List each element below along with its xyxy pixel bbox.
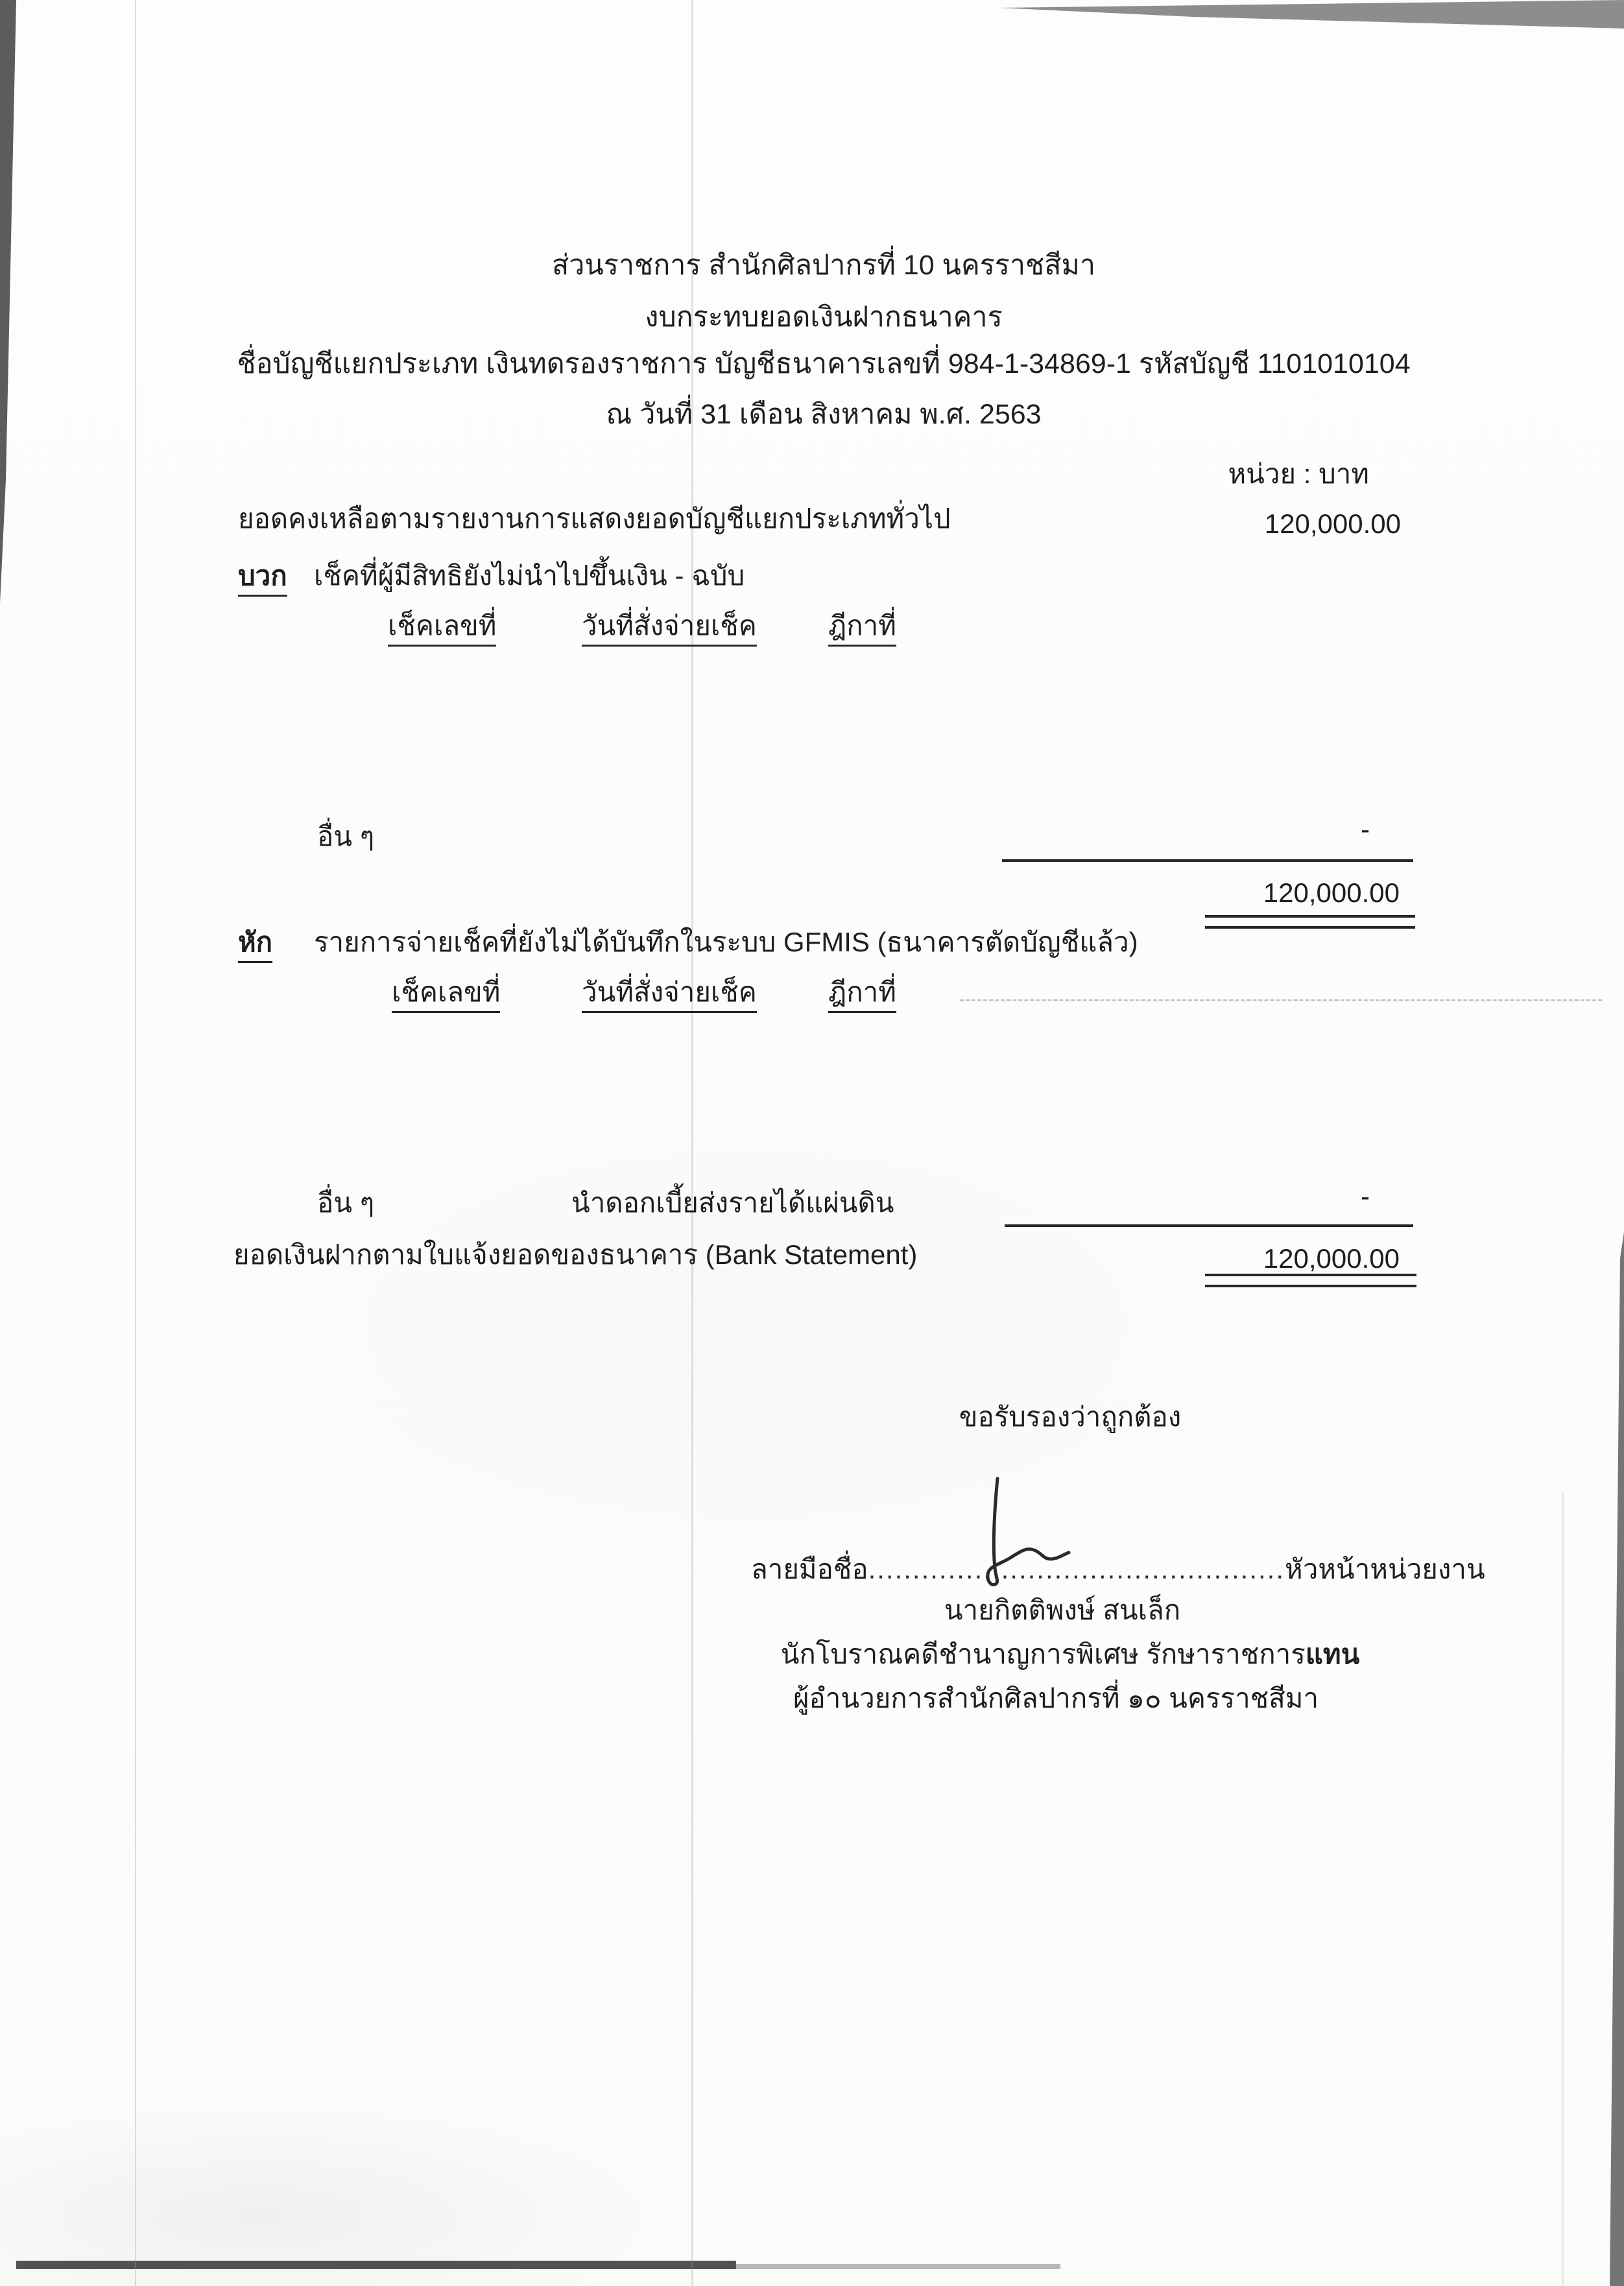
signer-role-text: นักโบราณคดีชำนาญการพิเศษ รักษาราชการ <box>780 1639 1306 1669</box>
signer-title: ผู้อำนวยการสำนักศิลปากรที่ ๑๐ นครราชสีมา <box>793 1683 1319 1713</box>
scan-edge-top-right-wedge <box>973 0 1624 39</box>
others1-label: อื่น ๆ <box>317 821 375 851</box>
bank-balance-amount: 120,000.00 <box>1263 1243 1400 1274</box>
signature-line <box>751 1552 1485 1588</box>
check-date-header-1: วันที่สั่งจ่ายเช็ค <box>582 608 757 647</box>
others2-amount: - <box>1361 1181 1370 1211</box>
signature-dot-leader: ............................................... <box>868 1554 1285 1584</box>
as-of-date-line: ณ วันที่ 31 เดือน สิงหาคม พ.ศ. 2563 <box>606 399 1042 430</box>
scan-edge-bottom-band <box>16 2261 736 2269</box>
signer-role-acting: แทน <box>1305 1639 1360 1669</box>
scan-streak-left <box>135 0 136 2286</box>
signature-suffix: หัวหน้าหน่วยงาน <box>1285 1554 1485 1584</box>
subtotal-double-rule <box>1205 915 1415 929</box>
others2-detail: นำดอกเบี้ยส่งรายได้แผ่นดิน <box>571 1187 894 1218</box>
agency-line: ส่วนราชการ สำนักศิลปากรที่ 10 นครราชสีมา <box>552 250 1095 281</box>
bank-balance-double-rule <box>1205 1274 1416 1287</box>
bank-balance-label: ยอดเงินฝากตามใบแจ้งยอดของธนาคาร (Bank Statement) <box>233 1239 918 1270</box>
subtotal-amount: 120,000.00 <box>1263 877 1400 908</box>
subtotal-rule <box>1002 859 1413 862</box>
deduct-keyword: หัก <box>238 925 272 963</box>
add-label: เช็คที่ผู้มีสิทธิยังไม่นำไปขึ้นเงิน - ฉบับ <box>314 560 745 591</box>
bank-balance-rule <box>1005 1224 1413 1227</box>
account-info-line: ชื่อบัญชีแยกประเภท เงินทดรองราชการ บัญชีธนาคารเลขที่ 984-1-34869-1 รหัสบัญชี 1101010104 <box>237 348 1411 379</box>
certification-statement: ขอรับรองว่าถูกต้อง <box>959 1401 1182 1432</box>
scan-streak-right <box>1562 1492 1564 2286</box>
signature-prefix: ลายมือชื่อ <box>751 1554 868 1584</box>
signer-name: นายกิตติพงษ์ สนเล็ก <box>944 1595 1181 1625</box>
deeka-no-header-2: ฎีกาที่ <box>828 975 896 1013</box>
signer-role <box>781 1637 1360 1673</box>
deduct-label: รายการจ่ายเช็คที่ยังไม่ได้บันทึกในระบบ GFMIS (ธนาคารตัดบัญชีแล้ว) <box>314 927 1138 957</box>
scan-faint-line <box>960 999 1602 1001</box>
deeka-no-header-1: ฎีกาที่ <box>828 608 896 647</box>
report-title: งบกระทบยอดเงินฝากธนาคาร <box>645 302 1003 333</box>
unit-label: หน่วย : บาท <box>1228 458 1369 489</box>
others1-amount: - <box>1361 814 1370 844</box>
scan-edge-left-wedge <box>0 0 26 623</box>
add-keyword: บวก <box>238 558 287 597</box>
scan-fold-line <box>691 0 693 2286</box>
gl-balance-label: ยอดคงเหลือตามรายงานการแสดงยอดบัญชีแยกประเภททั่วไป <box>238 503 951 534</box>
scan-edge-right-wedge <box>1602 1232 1624 2286</box>
gl-balance-amount: 120,000.00 <box>1264 508 1401 539</box>
others2-label: อื่น ๆ <box>317 1187 375 1218</box>
check-no-header-2: เช็คเลขที่ <box>392 975 500 1013</box>
scan-edge-bottom-band-fade <box>736 2264 1060 2269</box>
check-no-header-1: เช็คเลขที่ <box>388 608 496 647</box>
check-date-header-2: วันที่สั่งจ่ายเช็ค <box>582 975 757 1013</box>
